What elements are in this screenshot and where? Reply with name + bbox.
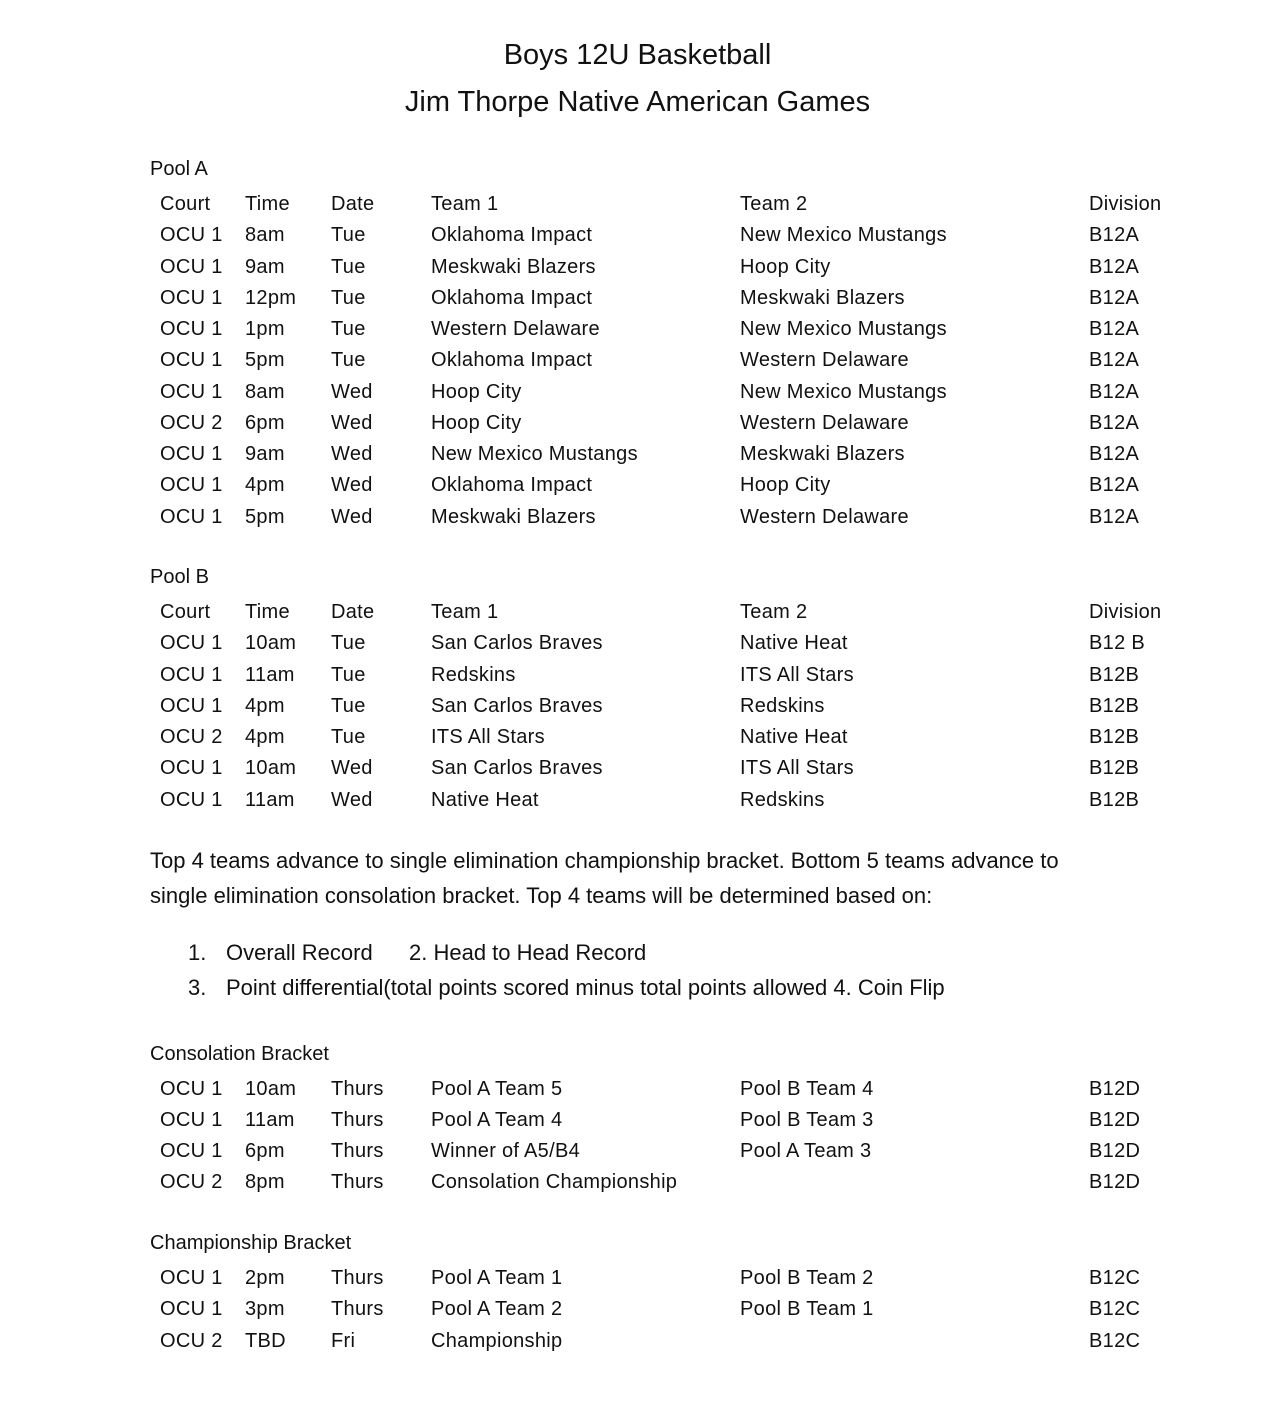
division-cell: B12D bbox=[1089, 1171, 1141, 1193]
consolation-bracket-label: Consolation Bracket bbox=[150, 1043, 329, 1065]
division-cell: B12A bbox=[1089, 287, 1140, 309]
team1-cell: Native Heat bbox=[431, 789, 539, 811]
team1-cell: Oklahoma Impact bbox=[431, 474, 593, 496]
court-cell: OCU 1 bbox=[160, 1140, 223, 1162]
column-header-court: Court bbox=[160, 193, 211, 215]
date-cell: Tue bbox=[331, 287, 366, 309]
column-header-team1: Team 1 bbox=[431, 601, 499, 623]
team1-cell: Western Delaware bbox=[431, 318, 600, 340]
time-cell: 2pm bbox=[245, 1267, 285, 1289]
division-cell: B12A bbox=[1089, 256, 1140, 278]
pool-a-header-row bbox=[0, 190, 1275, 218]
court-cell: OCU 1 bbox=[160, 1109, 223, 1131]
court-cell: OCU 1 bbox=[160, 474, 223, 496]
team2-cell: New Mexico Mustangs bbox=[740, 381, 947, 403]
team2-cell: Pool B Team 3 bbox=[740, 1109, 874, 1131]
division-cell: B12D bbox=[1089, 1078, 1141, 1100]
team1-cell: Championship bbox=[431, 1330, 563, 1352]
court-cell: OCU 1 bbox=[160, 695, 223, 717]
time-cell: 10am bbox=[245, 1078, 297, 1100]
date-cell: Wed bbox=[331, 757, 373, 779]
championship-bracket-label: Championship Bracket bbox=[150, 1232, 352, 1254]
date-cell: Tue bbox=[331, 318, 366, 340]
team1-cell: Meskwaki Blazers bbox=[431, 256, 596, 278]
court-cell: OCU 2 bbox=[160, 1171, 223, 1193]
date-cell: Wed bbox=[331, 789, 373, 811]
pool-b-header-row bbox=[0, 598, 1275, 626]
consolation-game-row bbox=[0, 1168, 1275, 1196]
column-header-division: Division bbox=[1089, 601, 1162, 623]
column-header-court: Court bbox=[160, 601, 211, 623]
team1-cell: ITS All Stars bbox=[431, 726, 545, 748]
team2-cell: Western Delaware bbox=[740, 412, 909, 434]
date-cell: Tue bbox=[331, 695, 366, 717]
pool-a-game-row bbox=[0, 471, 1275, 499]
division-cell: B12C bbox=[1089, 1330, 1141, 1352]
court-cell: OCU 2 bbox=[160, 1330, 223, 1352]
pool-b-game-row bbox=[0, 661, 1275, 689]
criteria-text-2: 2. Head to Head Record bbox=[409, 940, 647, 965]
team2-cell: ITS All Stars bbox=[740, 757, 854, 779]
consolation-game-row bbox=[0, 1075, 1275, 1103]
pool-a-game-row bbox=[0, 346, 1275, 374]
pool-b-game-row bbox=[0, 692, 1275, 720]
court-cell: OCU 1 bbox=[160, 664, 223, 686]
time-cell: 11am bbox=[245, 789, 295, 811]
team1-cell: Hoop City bbox=[431, 381, 522, 403]
time-cell: 8am bbox=[245, 224, 285, 246]
pool-b-label: Pool B bbox=[150, 566, 209, 588]
time-cell: 4pm bbox=[245, 695, 285, 717]
rules-line-1: Top 4 teams advance to single elimination championship bracket. Bottom 5 teams advance to bbox=[150, 848, 1059, 873]
team1-cell: New Mexico Mustangs bbox=[431, 443, 638, 465]
division-cell: B12B bbox=[1089, 695, 1140, 717]
team1-cell: Pool A Team 5 bbox=[431, 1078, 563, 1100]
column-header-date: Date bbox=[331, 193, 375, 215]
date-cell: Thurs bbox=[331, 1267, 384, 1289]
pool-a-game-row bbox=[0, 284, 1275, 312]
team2-cell: Pool B Team 1 bbox=[740, 1298, 874, 1320]
time-cell: 10am bbox=[245, 632, 297, 654]
time-cell: 11am bbox=[245, 1109, 295, 1131]
team1-cell: Pool A Team 4 bbox=[431, 1109, 563, 1131]
column-header-time: Time bbox=[245, 601, 290, 623]
date-cell: Wed bbox=[331, 381, 373, 403]
team1-cell: Oklahoma Impact bbox=[431, 224, 593, 246]
document-subtitle: Jim Thorpe Native American Games bbox=[404, 86, 871, 118]
team2-cell: Pool B Team 2 bbox=[740, 1267, 874, 1289]
team2-cell: Hoop City bbox=[740, 256, 831, 278]
time-cell: 5pm bbox=[245, 349, 285, 371]
court-cell: OCU 1 bbox=[160, 789, 223, 811]
date-cell: Thurs bbox=[331, 1298, 384, 1320]
pool-b-game-row bbox=[0, 723, 1275, 751]
team2-cell: Meskwaki Blazers bbox=[740, 287, 905, 309]
court-cell: OCU 2 bbox=[160, 412, 223, 434]
championship-game-row bbox=[0, 1327, 1275, 1355]
division-cell: B12 B bbox=[1089, 632, 1145, 654]
date-cell: Tue bbox=[331, 632, 366, 654]
division-cell: B12A bbox=[1089, 474, 1140, 496]
column-header-date: Date bbox=[331, 601, 375, 623]
rules-line-2: single elimination consolation bracket. Top 4 teams will be determined based on: bbox=[150, 883, 933, 908]
court-cell: OCU 1 bbox=[160, 506, 223, 528]
pool-a-game-row bbox=[0, 440, 1275, 468]
team2-cell: Western Delaware bbox=[740, 349, 909, 371]
time-cell: 6pm bbox=[245, 412, 285, 434]
time-cell: 5pm bbox=[245, 506, 285, 528]
team1-cell: San Carlos Braves bbox=[431, 632, 603, 654]
criteria-number-1: 1. bbox=[188, 940, 207, 965]
time-cell: 11am bbox=[245, 664, 295, 686]
pool-a-game-row bbox=[0, 378, 1275, 406]
court-cell: OCU 1 bbox=[160, 632, 223, 654]
date-cell: Wed bbox=[331, 443, 373, 465]
date-cell: Wed bbox=[331, 474, 373, 496]
time-cell: 6pm bbox=[245, 1140, 285, 1162]
pool-b-game-row bbox=[0, 786, 1275, 814]
division-cell: B12C bbox=[1089, 1267, 1141, 1289]
team1-cell: Pool A Team 2 bbox=[431, 1298, 563, 1320]
consolation-game-row bbox=[0, 1106, 1275, 1134]
team2-cell: Redskins bbox=[740, 695, 825, 717]
date-cell: Thurs bbox=[331, 1171, 384, 1193]
team2-cell: New Mexico Mustangs bbox=[740, 224, 947, 246]
time-cell: 9am bbox=[245, 443, 285, 465]
court-cell: OCU 2 bbox=[160, 726, 223, 748]
date-cell: Thurs bbox=[331, 1078, 384, 1100]
team2-cell: Western Delaware bbox=[740, 506, 909, 528]
championship-game-row bbox=[0, 1295, 1275, 1323]
time-cell: 9am bbox=[245, 256, 285, 278]
team2-cell: Redskins bbox=[740, 789, 825, 811]
team2-cell: New Mexico Mustangs bbox=[740, 318, 947, 340]
team2-cell: Meskwaki Blazers bbox=[740, 443, 905, 465]
date-cell: Tue bbox=[331, 726, 366, 748]
division-cell: B12B bbox=[1089, 726, 1140, 748]
team1-cell: Winner of A5/B4 bbox=[431, 1140, 581, 1162]
division-cell: B12B bbox=[1089, 789, 1140, 811]
court-cell: OCU 1 bbox=[160, 757, 223, 779]
division-cell: B12A bbox=[1089, 349, 1140, 371]
team1-cell: Meskwaki Blazers bbox=[431, 506, 596, 528]
division-cell: B12A bbox=[1089, 224, 1140, 246]
time-cell: TBD bbox=[245, 1330, 286, 1352]
date-cell: Tue bbox=[331, 349, 366, 371]
time-cell: 8pm bbox=[245, 1171, 285, 1193]
court-cell: OCU 1 bbox=[160, 381, 223, 403]
team2-cell: Pool A Team 3 bbox=[740, 1140, 872, 1162]
division-cell: B12A bbox=[1089, 318, 1140, 340]
column-header-time: Time bbox=[245, 193, 290, 215]
championship-game-row bbox=[0, 1264, 1275, 1292]
team1-cell: Redskins bbox=[431, 664, 516, 686]
team1-cell: San Carlos Braves bbox=[431, 757, 603, 779]
division-cell: B12B bbox=[1089, 757, 1140, 779]
document-title: Boys 12U Basketball bbox=[503, 39, 772, 71]
division-cell: B12A bbox=[1089, 412, 1140, 434]
column-header-team2: Team 2 bbox=[740, 193, 808, 215]
criteria-text-1: Overall Record bbox=[226, 940, 373, 965]
pool-a-game-row bbox=[0, 221, 1275, 249]
consolation-game-row bbox=[0, 1137, 1275, 1165]
advancement-rules bbox=[150, 843, 1150, 913]
court-cell: OCU 1 bbox=[160, 224, 223, 246]
pool-a-game-row bbox=[0, 315, 1275, 343]
division-cell: B12A bbox=[1089, 506, 1140, 528]
column-header-team1: Team 1 bbox=[431, 193, 499, 215]
division-cell: B12A bbox=[1089, 443, 1140, 465]
column-header-division: Division bbox=[1089, 193, 1162, 215]
time-cell: 1pm bbox=[245, 318, 285, 340]
team1-cell: Oklahoma Impact bbox=[431, 287, 593, 309]
court-cell: OCU 1 bbox=[160, 1267, 223, 1289]
team1-cell: Pool A Team 1 bbox=[431, 1267, 563, 1289]
division-cell: B12C bbox=[1089, 1298, 1141, 1320]
pool-b-game-row bbox=[0, 629, 1275, 657]
team2-cell: Hoop City bbox=[740, 474, 831, 496]
team2-cell: Pool B Team 4 bbox=[740, 1078, 874, 1100]
court-cell: OCU 1 bbox=[160, 256, 223, 278]
pool-a-game-row bbox=[0, 503, 1275, 531]
time-cell: 10am bbox=[245, 757, 297, 779]
court-cell: OCU 1 bbox=[160, 349, 223, 371]
team2-cell: ITS All Stars bbox=[740, 664, 854, 686]
pool-a-label: Pool A bbox=[150, 158, 208, 180]
court-cell: OCU 1 bbox=[160, 287, 223, 309]
date-cell: Thurs bbox=[331, 1109, 384, 1131]
time-cell: 4pm bbox=[245, 474, 285, 496]
date-cell: Fri bbox=[331, 1330, 356, 1352]
court-cell: OCU 1 bbox=[160, 1078, 223, 1100]
team1-cell: Oklahoma Impact bbox=[431, 349, 593, 371]
division-cell: B12D bbox=[1089, 1109, 1141, 1131]
court-cell: OCU 1 bbox=[160, 1298, 223, 1320]
division-cell: B12D bbox=[1089, 1140, 1141, 1162]
team1-cell: Consolation Championship bbox=[431, 1171, 678, 1193]
team1-cell: Hoop City bbox=[431, 412, 522, 434]
date-cell: Wed bbox=[331, 412, 373, 434]
team1-cell: San Carlos Braves bbox=[431, 695, 603, 717]
time-cell: 4pm bbox=[245, 726, 285, 748]
pool-a-game-row bbox=[0, 253, 1275, 281]
time-cell: 8am bbox=[245, 381, 285, 403]
criteria-text-3: Point differential(total points scored minus total points allowed 4. Coin Flip bbox=[226, 975, 945, 1000]
team2-cell: Native Heat bbox=[740, 726, 848, 748]
pool-b-game-row bbox=[0, 754, 1275, 782]
team2-cell: Native Heat bbox=[740, 632, 848, 654]
date-cell: Wed bbox=[331, 506, 373, 528]
time-cell: 3pm bbox=[245, 1298, 285, 1320]
date-cell: Thurs bbox=[331, 1140, 384, 1162]
column-header-team2: Team 2 bbox=[740, 601, 808, 623]
division-cell: B12B bbox=[1089, 664, 1140, 686]
court-cell: OCU 1 bbox=[160, 443, 223, 465]
date-cell: Tue bbox=[331, 256, 366, 278]
court-cell: OCU 1 bbox=[160, 318, 223, 340]
division-cell: B12A bbox=[1089, 381, 1140, 403]
pool-a-game-row bbox=[0, 409, 1275, 437]
criteria-number-3: 3. bbox=[188, 975, 207, 1000]
time-cell: 12pm bbox=[245, 287, 297, 309]
date-cell: Tue bbox=[331, 664, 366, 686]
date-cell: Tue bbox=[331, 224, 366, 246]
